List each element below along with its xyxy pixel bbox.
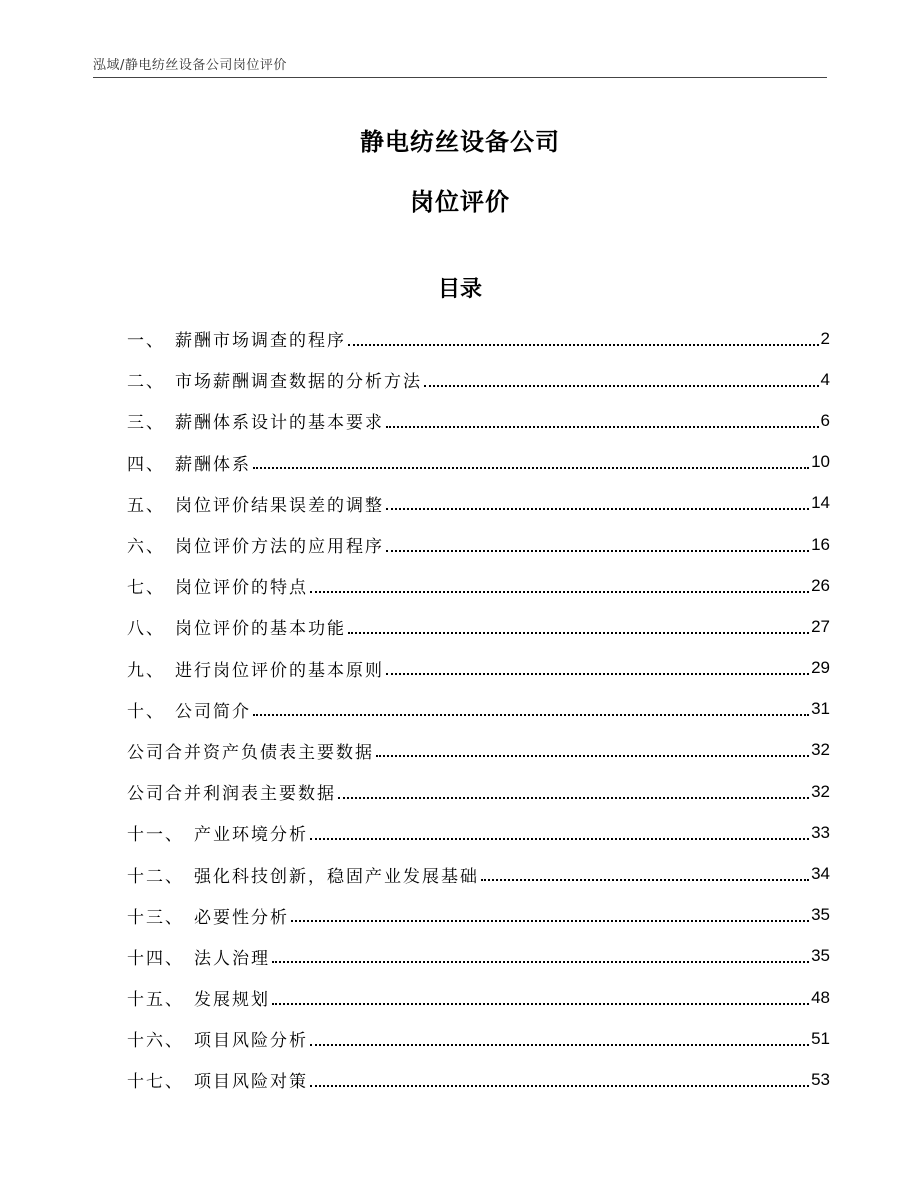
toc-entry-number: 十六、: [127, 1031, 184, 1052]
toc-entry-number: 十、: [127, 701, 165, 722]
toc-entry-page: 26: [811, 575, 830, 595]
toc-leader-dots: [310, 1085, 809, 1087]
toc-leader-dots: [386, 673, 809, 675]
toc-entry-page: 6: [820, 410, 830, 430]
toc-entry-page: 33: [811, 822, 830, 842]
toc-entry-label: 薪酬市场调查的程序: [175, 331, 346, 352]
toc-leader-dots: [253, 714, 809, 716]
toc-entry-label: 公司合并资产负债表主要数据: [127, 742, 374, 763]
toc-entry-label: 强化科技创新，稳固产业发展基础: [194, 866, 479, 887]
toc-entry-page: 14: [811, 493, 830, 513]
toc-entry-label: 公司合并利润表主要数据: [127, 784, 336, 805]
document-title: 静电纺丝设备公司: [360, 128, 560, 156]
toc-entry[interactable]: [127, 359, 830, 400]
toc-entry-number: 九、: [127, 660, 165, 681]
toc-entry-label: 发展规划: [194, 990, 270, 1011]
toc-entry-number: 二、: [127, 372, 165, 393]
toc-leader-dots: [348, 344, 819, 346]
toc-entry[interactable]: [127, 442, 830, 483]
toc-entry-label: 公司简介: [175, 701, 251, 722]
toc-entry-page: 2: [820, 328, 830, 348]
toc-leader-dots: [253, 467, 809, 469]
toc-entry[interactable]: [127, 400, 830, 441]
toc-leader-dots: [310, 1044, 809, 1046]
toc-entry-number: 十三、: [127, 907, 184, 928]
toc-entry-label: 进行岗位评价的基本原则: [175, 660, 384, 681]
toc-entry[interactable]: [127, 1018, 830, 1059]
toc-entry-label: 项目风险分析: [194, 1031, 308, 1052]
toc-entry-number: 三、: [127, 413, 165, 434]
toc-entry-number: 十七、: [127, 1072, 184, 1093]
toc-entry-number: 八、: [127, 619, 165, 640]
toc-entry[interactable]: [127, 524, 830, 565]
toc-entry-page: 51: [811, 1028, 830, 1048]
toc-entry[interactable]: [127, 771, 830, 812]
toc-leader-dots: [386, 508, 809, 510]
toc-entry[interactable]: [127, 895, 830, 936]
toc-entry[interactable]: [127, 318, 830, 359]
toc-entry-page: 10: [811, 452, 830, 472]
toc-entry-page: 32: [811, 740, 830, 760]
toc-entry-label: 薪酬体系设计的基本要求: [175, 413, 384, 434]
toc-entry-page: 29: [811, 658, 830, 678]
toc-leader-dots: [348, 632, 809, 634]
toc-entry-page: 35: [811, 905, 830, 925]
running-header: 泓域/静电纺丝设备公司岗位评价: [93, 58, 287, 73]
toc-entry-number: 十二、: [127, 866, 184, 887]
toc-leader-dots: [376, 755, 809, 757]
toc-entry-label: 项目风险对策: [194, 1072, 308, 1093]
toc-leader-dots: [481, 879, 809, 881]
toc-entry-number: 十一、: [127, 825, 184, 846]
toc-entry[interactable]: [127, 1059, 830, 1100]
toc-entry-number: 十五、: [127, 990, 184, 1011]
toc-entry[interactable]: [127, 812, 830, 853]
toc-entry[interactable]: [127, 606, 830, 647]
table-of-contents: [127, 318, 830, 1101]
toc-entry[interactable]: [127, 648, 830, 689]
toc-entry-label: 产业环境分析: [194, 825, 308, 846]
toc-entry-label: 必要性分析: [194, 907, 289, 928]
toc-entry-page: 4: [820, 369, 830, 389]
toc-leader-dots: [386, 550, 809, 552]
toc-leader-dots: [386, 426, 819, 428]
document-subtitle: 岗位评价: [410, 188, 510, 216]
toc-entry-label: 薪酬体系: [175, 454, 251, 475]
toc-entry-label: 法人治理: [194, 948, 270, 969]
toc-entry[interactable]: [127, 565, 830, 606]
toc-entry-page: 16: [811, 534, 830, 554]
toc-entry-label: 岗位评价的特点: [175, 578, 308, 599]
toc-entry-page: 34: [811, 864, 830, 884]
toc-entry[interactable]: [127, 977, 830, 1018]
toc-entry-number: 一、: [127, 331, 165, 352]
toc-entry-page: 31: [811, 699, 830, 719]
toc-leader-dots: [424, 385, 819, 387]
toc-entry[interactable]: [127, 730, 830, 771]
toc-entry[interactable]: [127, 853, 830, 894]
toc-leader-dots: [272, 961, 809, 963]
toc-entry-label: 岗位评价结果误差的调整: [175, 495, 384, 516]
toc-leader-dots: [338, 797, 809, 799]
toc-entry-page: 27: [811, 616, 830, 636]
toc-entry-page: 48: [811, 987, 830, 1007]
toc-entry-number: 七、: [127, 578, 165, 599]
toc-entry-number: 四、: [127, 454, 165, 475]
toc-leader-dots: [310, 591, 809, 593]
toc-entry[interactable]: [127, 689, 830, 730]
toc-entry-number: 十四、: [127, 948, 184, 969]
toc-entry-label: 岗位评价的基本功能: [175, 619, 346, 640]
toc-entry-label: 岗位评价方法的应用程序: [175, 537, 384, 558]
toc-entry[interactable]: [127, 936, 830, 977]
toc-entry-page: 35: [811, 946, 830, 966]
header-divider: [93, 77, 827, 78]
toc-entry-number: 六、: [127, 537, 165, 558]
toc-heading: 目录: [437, 277, 482, 302]
toc-leader-dots: [310, 838, 809, 840]
toc-entry[interactable]: [127, 483, 830, 524]
toc-entry-page: 53: [811, 1069, 830, 1089]
toc-leader-dots: [272, 1003, 809, 1005]
toc-entry-page: 32: [811, 781, 830, 801]
toc-leader-dots: [291, 920, 809, 922]
toc-entry-label: 市场薪酬调查数据的分析方法: [175, 372, 422, 393]
toc-entry-number: 五、: [127, 495, 165, 516]
